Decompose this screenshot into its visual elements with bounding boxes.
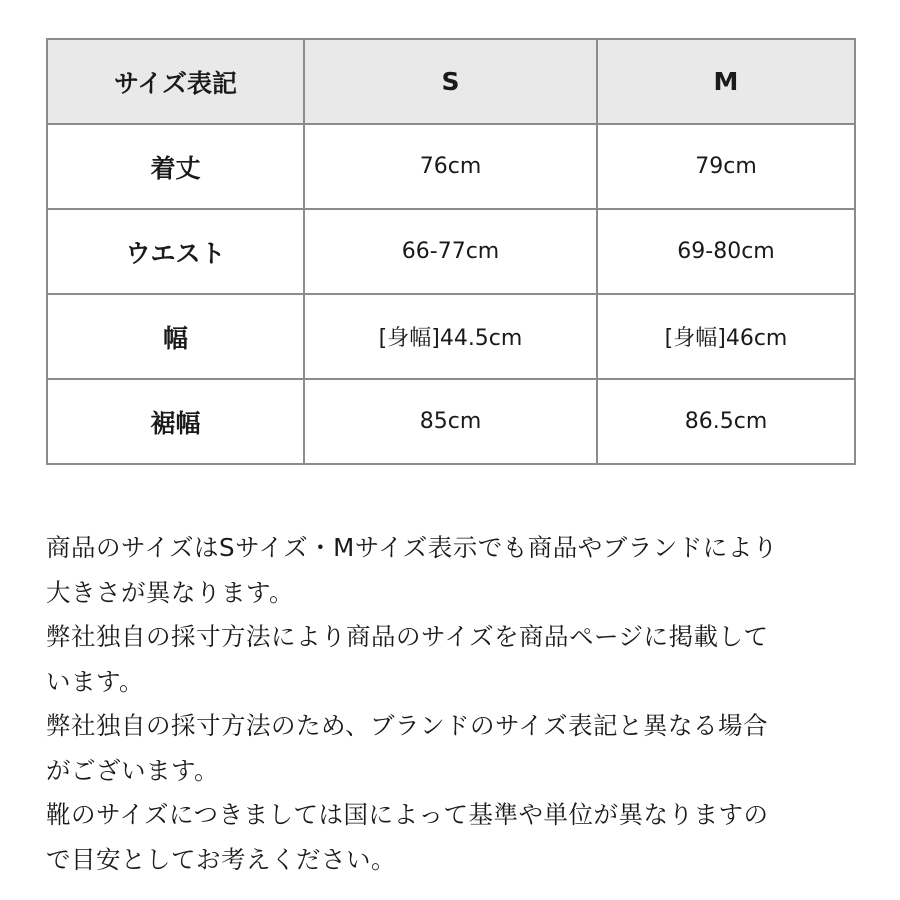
size-notes: [46, 526, 858, 882]
cell-hem-width-m: 86.5cm: [597, 379, 855, 464]
row-label-waist: ウエスト: [47, 209, 304, 294]
note-line: がございます。: [46, 755, 220, 785]
note-line: 弊社独自の採寸方法により商品のサイズを商品ページに掲載して: [46, 622, 769, 651]
size-table-body: [47, 124, 855, 464]
cell-width-s: [身幅]44.5cm: [304, 294, 597, 379]
header-size-label: サイズ表記: [47, 39, 304, 124]
cell-hem-width-s: 85cm: [304, 379, 597, 464]
table-row: [47, 124, 855, 209]
note-line: で目安としてお考えください。: [46, 844, 396, 874]
header-size-m: M: [597, 39, 855, 124]
size-table-header: [47, 39, 855, 124]
cell-length-s: 76cm: [304, 124, 597, 209]
row-label-width: 幅: [47, 294, 304, 379]
cell-waist-m: 69-80cm: [597, 209, 855, 294]
cell-width-m: [身幅]46cm: [597, 294, 855, 379]
header-size-s: S: [304, 39, 597, 124]
note-line: 商品のサイズはSサイズ・Mサイズ表示でも商品やブランドにより: [46, 533, 778, 562]
note-line: 弊社独自の採寸方法のため、ブランドのサイズ表記と異なる場合: [46, 711, 769, 740]
cell-waist-s: 66-77cm: [304, 209, 597, 294]
table-row: [47, 294, 855, 379]
table-row: [47, 379, 855, 464]
cell-length-m: 79cm: [597, 124, 855, 209]
row-label-length: 着丈: [47, 124, 304, 209]
table-row: [47, 209, 855, 294]
size-table: [46, 38, 856, 465]
row-label-hem-width: 裾幅: [47, 379, 304, 464]
note-line: 靴のサイズにつきましては国によって基準や単位が異なりますの: [46, 800, 769, 829]
header-row: [47, 39, 855, 124]
note-line: 大きさが異なります。: [46, 577, 295, 607]
note-line: います。: [46, 666, 145, 696]
